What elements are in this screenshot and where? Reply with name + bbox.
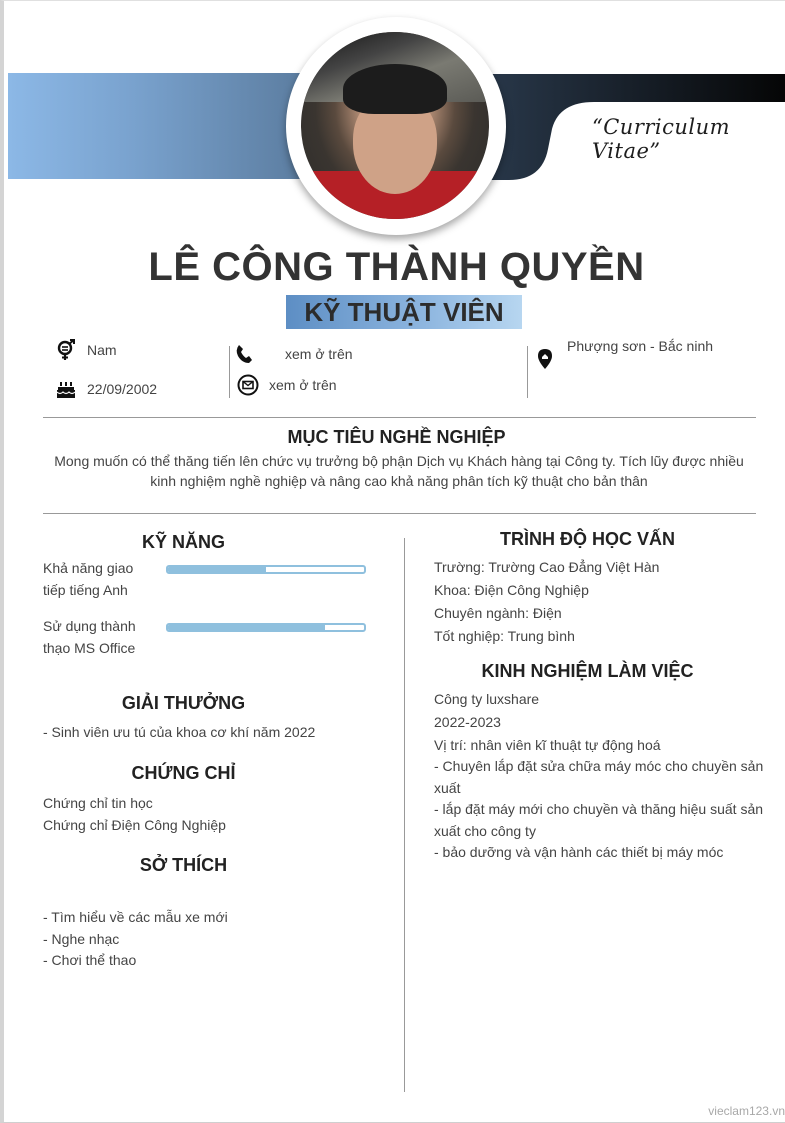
gender-info	[55, 339, 117, 361]
hobby-item: - Chơi thể thao	[43, 952, 137, 968]
email-icon	[237, 374, 259, 396]
address-value: Phượng sơn - Bắc ninh	[567, 338, 714, 354]
column-divider	[404, 538, 405, 1092]
skills-title: KỸ NĂNG	[141, 532, 225, 552]
experience-duty: - bảo dưỡng và vận hành các thiết bị máy móc	[434, 844, 724, 860]
certificate-item: Chứng chỉ Điện Công Nghiệp	[43, 816, 226, 833]
birthday-value: 22/09/2002	[87, 381, 158, 397]
education-title: TRÌNH ĐỘ HỌC VẤN	[500, 529, 675, 549]
birthday-cake-icon	[55, 378, 77, 400]
experience-company: Công ty luxshare	[434, 691, 540, 707]
skill-label: Sử dụng thành thạo MS Office	[43, 618, 136, 656]
objective-title: MỤC TIÊU NGHỀ NGHIỆP	[287, 427, 506, 447]
candidate-name: LÊ CÔNG THÀNH QUYỀN	[148, 245, 645, 289]
divider-top	[43, 417, 756, 418]
education-list	[434, 556, 659, 648]
skill-bar	[166, 565, 366, 574]
objective-line-1: Mong muốn có thể thăng tiến lên chức vụ trưởng bộ phận Dịch vụ Khách hàng tại Công ty. Tích lũy được nhiều	[54, 453, 744, 469]
award-item: - Sinh viên ưu tú của khoa cơ khí năm 2022	[43, 724, 316, 740]
birthday-info	[55, 378, 157, 400]
experience-position: Vị trí: nhân viên kĩ thuật tự động hoá	[434, 737, 661, 753]
experience-title: KINH NGHIỆM LÀM VIỆC	[481, 661, 694, 681]
contact-divider-1	[229, 346, 230, 398]
gender-value: Nam	[87, 342, 117, 358]
certificate-item: Chứng chỉ tin học	[43, 795, 153, 811]
certificates-title: CHỨNG CHỈ	[131, 763, 236, 783]
gender-icon	[55, 339, 77, 361]
objective-line-2: kinh nghiệm nghề nghiệp và nâng cao khả năng phân tích kỹ thuật cho bản thân	[150, 473, 648, 489]
job-title: KỸ THUẬT VIÊN	[286, 295, 522, 329]
awards-title: GIẢI THƯỞNG	[121, 693, 246, 713]
hobby-item: - Tìm hiểu về các mẫu xe mới	[43, 909, 228, 925]
experience-duty: - lắp đặt máy mới cho chuyền và thăng hiệu suất sản xuất cho công ty	[434, 801, 764, 839]
experience-period: 2022-2023	[434, 714, 501, 730]
phone-info	[233, 343, 353, 365]
email-value: xem ở trên	[269, 377, 337, 393]
hobbies-list	[43, 907, 228, 972]
skill-label: Khả năng giao tiếp tiếng Anh	[43, 560, 134, 598]
education-item: Tốt nghiệp: Trung bình	[434, 628, 575, 644]
education-item: Trường: Trường Cao Đẳng Việt Hàn	[434, 559, 660, 575]
education-item: Chuyên ngành: Điện	[434, 605, 562, 621]
cv-label: “Curriculum Vitae”	[592, 115, 731, 163]
experience-duty: - Chuyên lắp đặt sửa chữa máy móc cho chuyền sản xuất	[434, 758, 764, 796]
experience-list	[434, 688, 779, 864]
objective-text	[24, 451, 774, 491]
location-pin-icon	[534, 348, 556, 370]
email-info	[237, 374, 337, 396]
education-item: Khoa: Điện Công Nghiệp	[434, 582, 589, 598]
hobby-item: - Nghe nhạc	[43, 930, 120, 947]
divider-middle	[43, 513, 756, 514]
skill-fill	[168, 567, 266, 572]
hobbies-title: SỞ THÍCH	[139, 855, 228, 875]
avatar	[301, 32, 489, 219]
awards-list	[43, 722, 315, 744]
watermark: vieclam123.vn	[708, 1104, 785, 1118]
header-band-left	[8, 73, 308, 179]
phone-icon	[233, 343, 255, 365]
certificates-list	[43, 793, 226, 836]
address-info	[534, 338, 713, 370]
skill-bar	[166, 623, 366, 632]
skill-fill	[168, 625, 325, 630]
contact-divider-2	[527, 346, 528, 398]
phone-value: xem ở trên	[285, 346, 353, 362]
